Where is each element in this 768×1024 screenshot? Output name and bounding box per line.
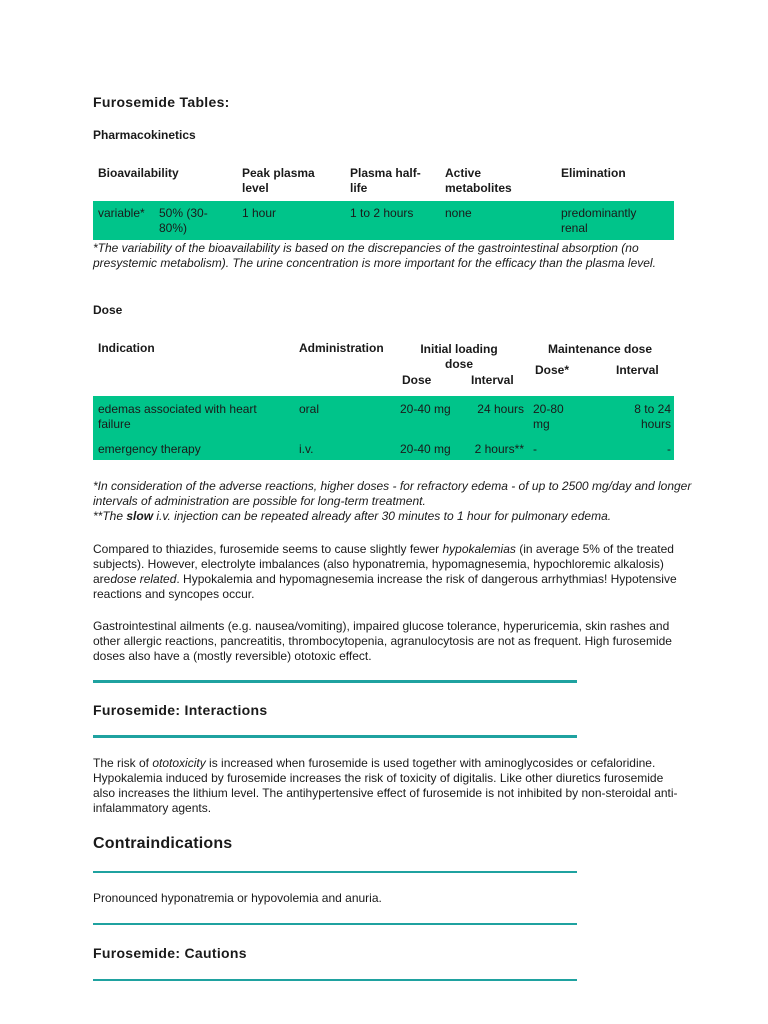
section-divider bbox=[93, 923, 577, 925]
th-indication: Indication bbox=[98, 341, 155, 355]
th-maintenance-dose: Maintenance dose bbox=[547, 342, 653, 356]
cell-peak: 1 hour bbox=[242, 206, 277, 220]
cell-init-dose: 20-40 mg bbox=[400, 402, 451, 416]
th-metabolites: Active metabolites bbox=[445, 166, 512, 195]
th-dose: Dose bbox=[402, 373, 432, 387]
paragraph-other-effects: Gastrointestinal ailments (e.g. nausea/vomiting), impaired glucose tolerance, hyperuricemia, skin rashes and other allergic reactions, pancreatitis, thrombocytopenia, agranulocytosis are not as frequent. High furosemide doses also have a (mostly reversible) ototoxic effect. bbox=[93, 619, 672, 663]
cell-administration: oral bbox=[299, 402, 320, 416]
dose-footnote-2: **The slow i.v. injection can be repeated already after 30 minutes to 1 hour for pulmonary edema. bbox=[93, 509, 612, 523]
cell-bio-range: 50% (30-80%) bbox=[159, 206, 208, 235]
th-interval-maintenance: Interval bbox=[616, 363, 659, 377]
cell-maint-interval: - bbox=[667, 442, 671, 456]
pk-footnote: *The variability of the bioavailability is based on the discrepancies of the gastrointestinal absorption (no presystemic metabolism). The urine concentration is more important for the efficacy than the plasma level. bbox=[93, 241, 656, 270]
cell-init-interval: 2 hours** bbox=[474, 442, 524, 456]
section-divider bbox=[93, 979, 577, 981]
th-administration: Administration bbox=[299, 341, 384, 355]
cell-maint-dose: 20-80 mg bbox=[533, 402, 564, 431]
cell-halflife: 1 to 2 hours bbox=[350, 206, 414, 220]
th-dose-star: Dose* bbox=[535, 363, 570, 377]
cell-metabolites: none bbox=[445, 206, 472, 220]
interactions-heading: Furosemide: Interactions bbox=[93, 702, 268, 718]
contraindications-heading: Contraindications bbox=[93, 835, 233, 852]
th-initial-dose: Initial loading dose bbox=[420, 342, 498, 371]
cell-bio-variable: variable* bbox=[98, 206, 145, 220]
cell-elimination: predominantly renal bbox=[561, 206, 637, 235]
dose-rows-block bbox=[93, 396, 674, 460]
cell-indication: edemas associated with heart failure bbox=[98, 402, 257, 431]
th-peak: Peak plasma level bbox=[242, 166, 315, 195]
th-bioavailability: Bioavailability bbox=[98, 166, 179, 180]
cell-init-dose: 20-40 mg bbox=[400, 442, 451, 456]
dose-heading: Dose bbox=[93, 303, 123, 317]
section-divider bbox=[93, 680, 577, 683]
cell-maint-dose: - bbox=[533, 442, 537, 456]
pk-row bbox=[93, 201, 674, 240]
page-title: Furosemide Tables: bbox=[93, 94, 230, 110]
paragraph-adverse-effects: Compared to thiazides, furosemide seems to cause slightly fewer hypokalemias (in average 5% of the treated subjects). However, electrolyte imbalances (also hyponatremia, hypomagnesemia, hypochloremic alkalosis) aredose related. Hypokalemia and hypomagnesemia increase the risk of dangerous arrhythmias! Hypotensive reactions and syncopes occur. bbox=[93, 542, 677, 601]
cautions-heading: Furosemide: Cautions bbox=[93, 945, 247, 961]
slow-emphasis: slow bbox=[126, 509, 154, 523]
section-divider bbox=[93, 735, 577, 738]
section-divider bbox=[93, 871, 577, 873]
th-halflife: Plasma half-life bbox=[350, 166, 421, 195]
contraindications-text: Pronounced hyponatremia or hypovolemia and anuria. bbox=[93, 891, 382, 905]
cell-indication: emergency therapy bbox=[98, 442, 201, 456]
th-interval: Interval bbox=[471, 373, 514, 387]
cell-administration: i.v. bbox=[299, 442, 314, 456]
th-elimination: Elimination bbox=[561, 166, 626, 180]
cell-init-interval: 24 hours bbox=[477, 402, 524, 416]
interactions-text: The risk of ototoxicity is increased when furosemide is used together with aminoglycosides or cefaloridine. Hypokalemia induced by furosemide increases the risk of toxicity of digitalis. Like other diuretics furosemide also increases the lithium level. The antihypertensive effect of furosemide is not inhibited by non-steroidal anti-infalammatory agents. bbox=[93, 756, 678, 815]
dose-footnote-1: *In consideration of the adverse reactions, higher doses - for refractory edema - of up to 2500 mg/day and longer intervals of administration are possible for long-term treatment. bbox=[93, 479, 692, 508]
pk-heading: Pharmacokinetics bbox=[93, 128, 196, 142]
cell-maint-interval: 8 to 24 hours bbox=[634, 402, 671, 431]
